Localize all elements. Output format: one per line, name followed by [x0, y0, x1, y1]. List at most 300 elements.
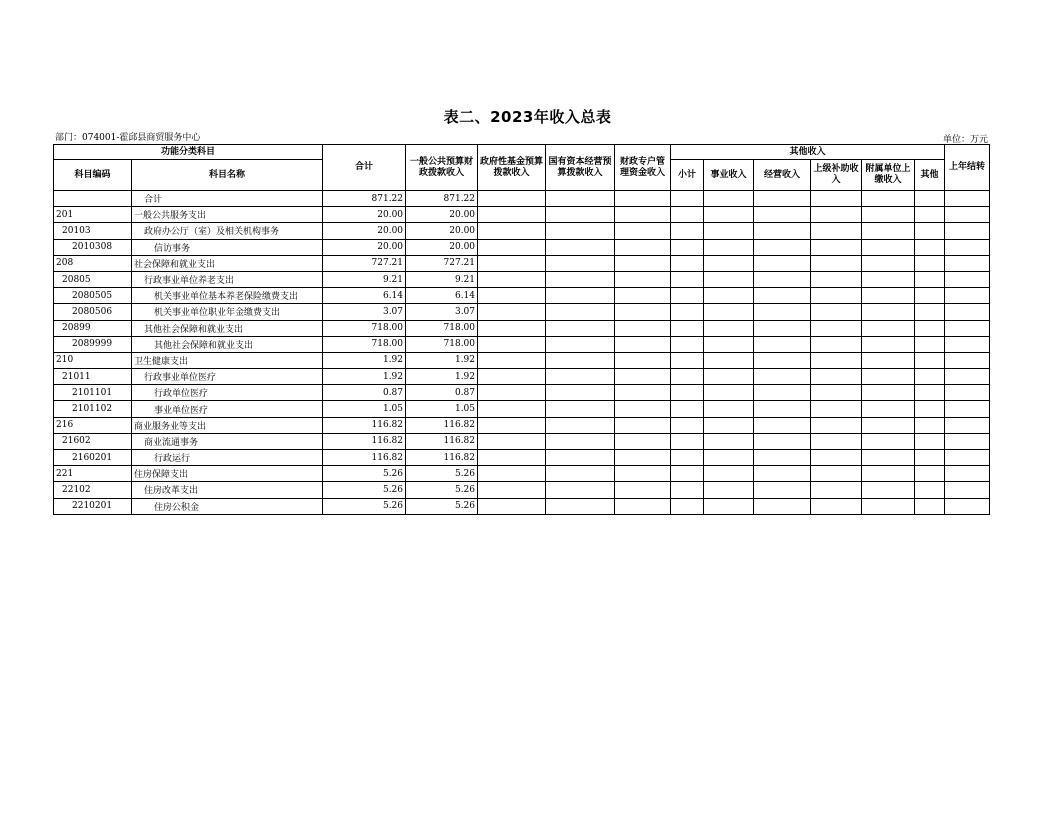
row-empty-cell	[704, 498, 754, 514]
row-empty-cell	[915, 336, 945, 352]
row-name: 一般公共服务支出	[132, 207, 323, 223]
row-empty-cell	[915, 320, 945, 336]
row-empty-cell	[754, 336, 811, 352]
row-empty-cell	[671, 401, 704, 417]
row-empty-cell	[862, 271, 915, 287]
row-empty-cell	[546, 482, 615, 498]
row-empty-cell	[915, 191, 945, 207]
table-row	[54, 450, 990, 466]
row-empty-cell	[754, 498, 811, 514]
table-body	[54, 191, 990, 515]
row-general-budget: 0.87	[406, 385, 478, 401]
row-empty-cell	[915, 401, 945, 417]
row-empty-cell	[754, 271, 811, 287]
header-other: 其他	[915, 160, 945, 191]
header-subtotal: 小计	[671, 160, 704, 191]
row-empty-cell	[671, 482, 704, 498]
row-empty-cell	[754, 466, 811, 482]
row-empty-cell	[811, 498, 862, 514]
row-empty-cell	[811, 288, 862, 304]
row-empty-cell	[862, 207, 915, 223]
row-empty-cell	[615, 207, 671, 223]
row-total: 116.82	[323, 417, 406, 433]
row-empty-cell	[615, 482, 671, 498]
row-name: 商业流通事务	[132, 433, 323, 449]
row-empty-cell	[704, 255, 754, 271]
row-name: 政府办公厅（室）及相关机构事务	[132, 223, 323, 239]
row-code: 20899	[54, 320, 132, 336]
row-empty-cell	[754, 304, 811, 320]
row-empty-cell	[704, 450, 754, 466]
row-empty-cell	[671, 385, 704, 401]
row-empty-cell	[754, 191, 811, 207]
row-name: 事业单位医疗	[132, 401, 323, 417]
row-total: 1.92	[323, 352, 406, 368]
row-empty-cell	[671, 336, 704, 352]
row-total: 9.21	[323, 271, 406, 287]
row-general-budget: 871.22	[406, 191, 478, 207]
row-empty-cell	[704, 239, 754, 255]
row-empty-cell	[478, 191, 546, 207]
table-row	[54, 352, 990, 368]
row-empty-cell	[546, 417, 615, 433]
row-empty-cell	[704, 223, 754, 239]
header-operating: 经营收入	[754, 160, 811, 191]
header-carryover: 上年结转	[945, 145, 990, 191]
row-code: 2080506	[54, 304, 132, 320]
row-general-budget: 1.92	[406, 369, 478, 385]
row-total: 6.14	[323, 288, 406, 304]
row-empty-cell	[754, 239, 811, 255]
row-name: 行政单位医疗	[132, 385, 323, 401]
row-empty-cell	[811, 385, 862, 401]
row-empty-cell	[862, 482, 915, 498]
row-empty-cell	[615, 271, 671, 287]
department-label: 部门：074001-霍邱县商贸服务中心	[55, 133, 201, 143]
row-empty-cell	[811, 417, 862, 433]
row-empty-cell	[862, 498, 915, 514]
row-empty-cell	[615, 369, 671, 385]
row-code: 2010308	[54, 239, 132, 255]
row-empty-cell	[478, 498, 546, 514]
row-empty-cell	[546, 385, 615, 401]
row-empty-cell	[615, 498, 671, 514]
row-total: 718.00	[323, 320, 406, 336]
header-general-budget: 一般公共预算财政拨款收入	[406, 145, 478, 191]
row-empty-cell	[945, 498, 990, 514]
row-total: 718.00	[323, 336, 406, 352]
row-empty-cell	[478, 401, 546, 417]
row-empty-cell	[754, 320, 811, 336]
header-fiscal-special: 财政专户管理资金收入	[615, 145, 671, 191]
row-empty-cell	[704, 304, 754, 320]
row-empty-cell	[945, 304, 990, 320]
row-general-budget: 5.26	[406, 498, 478, 514]
row-empty-cell	[915, 466, 945, 482]
row-empty-cell	[915, 255, 945, 271]
row-code: 216	[54, 417, 132, 433]
row-empty-cell	[478, 482, 546, 498]
row-empty-cell	[811, 239, 862, 255]
row-empty-cell	[546, 466, 615, 482]
row-name: 其他社会保障和就业支出	[132, 320, 323, 336]
row-code	[54, 191, 132, 207]
income-summary-table	[53, 144, 990, 515]
row-empty-cell	[478, 271, 546, 287]
row-empty-cell	[945, 401, 990, 417]
row-total: 1.92	[323, 369, 406, 385]
row-general-budget: 1.05	[406, 401, 478, 417]
row-empty-cell	[945, 417, 990, 433]
table-header	[54, 145, 990, 191]
row-empty-cell	[615, 191, 671, 207]
row-empty-cell	[915, 288, 945, 304]
row-empty-cell	[862, 304, 915, 320]
header-func-class: 功能分类科目	[54, 145, 323, 160]
table-row	[54, 433, 990, 449]
row-empty-cell	[862, 433, 915, 449]
table-row	[54, 223, 990, 239]
row-name: 机关事业单位职业年金缴费支出	[132, 304, 323, 320]
row-empty-cell	[862, 450, 915, 466]
row-empty-cell	[704, 433, 754, 449]
row-name: 社会保障和就业支出	[132, 255, 323, 271]
report-title: 表二、2023年收入总表	[443, 108, 612, 126]
row-code: 20805	[54, 271, 132, 287]
row-general-budget: 1.92	[406, 352, 478, 368]
table-row	[54, 369, 990, 385]
table-row	[54, 255, 990, 271]
row-code: 20103	[54, 223, 132, 239]
row-code: 210	[54, 352, 132, 368]
row-empty-cell	[615, 223, 671, 239]
row-name: 其他社会保障和就业支出	[132, 336, 323, 352]
table-row	[54, 288, 990, 304]
row-empty-cell	[754, 207, 811, 223]
row-empty-cell	[478, 207, 546, 223]
row-code: 2080505	[54, 288, 132, 304]
unit-label: 单位：万元	[942, 135, 988, 145]
row-empty-cell	[704, 385, 754, 401]
row-empty-cell	[945, 271, 990, 287]
row-general-budget: 5.26	[406, 466, 478, 482]
row-empty-cell	[478, 223, 546, 239]
row-empty-cell	[811, 336, 862, 352]
row-empty-cell	[671, 433, 704, 449]
row-empty-cell	[945, 223, 990, 239]
row-code: 2210201	[54, 498, 132, 514]
row-empty-cell	[915, 450, 945, 466]
row-name: 住房公积金	[132, 498, 323, 514]
row-empty-cell	[754, 223, 811, 239]
table-row	[54, 482, 990, 498]
row-general-budget: 20.00	[406, 207, 478, 223]
row-empty-cell	[478, 369, 546, 385]
row-empty-cell	[811, 255, 862, 271]
row-empty-cell	[671, 191, 704, 207]
row-general-budget: 718.00	[406, 336, 478, 352]
row-empty-cell	[546, 223, 615, 239]
row-empty-cell	[754, 401, 811, 417]
row-empty-cell	[671, 271, 704, 287]
row-empty-cell	[615, 466, 671, 482]
row-name: 行政运行	[132, 450, 323, 466]
row-empty-cell	[671, 417, 704, 433]
table-row	[54, 271, 990, 287]
row-empty-cell	[945, 255, 990, 271]
row-empty-cell	[811, 482, 862, 498]
table-row	[54, 417, 990, 433]
row-empty-cell	[671, 450, 704, 466]
row-empty-cell	[811, 433, 862, 449]
table-row	[54, 320, 990, 336]
row-empty-cell	[704, 401, 754, 417]
row-empty-cell	[915, 482, 945, 498]
row-empty-cell	[915, 223, 945, 239]
row-empty-cell	[811, 401, 862, 417]
row-empty-cell	[945, 482, 990, 498]
row-empty-cell	[478, 288, 546, 304]
row-empty-cell	[671, 320, 704, 336]
row-empty-cell	[704, 207, 754, 223]
row-empty-cell	[704, 271, 754, 287]
row-total: 20.00	[323, 223, 406, 239]
row-total: 20.00	[323, 239, 406, 255]
row-empty-cell	[615, 304, 671, 320]
row-empty-cell	[811, 207, 862, 223]
row-empty-cell	[862, 288, 915, 304]
row-empty-cell	[704, 288, 754, 304]
row-empty-cell	[704, 320, 754, 336]
row-empty-cell	[754, 433, 811, 449]
row-empty-cell	[546, 336, 615, 352]
row-empty-cell	[546, 191, 615, 207]
table-row	[54, 401, 990, 417]
row-empty-cell	[671, 288, 704, 304]
row-empty-cell	[945, 336, 990, 352]
row-empty-cell	[945, 352, 990, 368]
row-empty-cell	[478, 255, 546, 271]
row-empty-cell	[615, 239, 671, 255]
row-empty-cell	[704, 482, 754, 498]
header-other-income: 其他收入	[671, 145, 945, 160]
row-empty-cell	[862, 336, 915, 352]
row-total: 5.26	[323, 498, 406, 514]
row-empty-cell	[945, 239, 990, 255]
row-empty-cell	[704, 352, 754, 368]
row-empty-cell	[811, 304, 862, 320]
row-general-budget: 5.26	[406, 482, 478, 498]
row-total: 727.21	[323, 255, 406, 271]
row-empty-cell	[754, 288, 811, 304]
header-name: 科目名称	[132, 160, 323, 191]
row-total: 1.05	[323, 401, 406, 417]
row-empty-cell	[546, 401, 615, 417]
row-empty-cell	[811, 352, 862, 368]
row-empty-cell	[615, 417, 671, 433]
row-empty-cell	[546, 271, 615, 287]
row-empty-cell	[811, 450, 862, 466]
row-general-budget: 116.82	[406, 450, 478, 466]
row-empty-cell	[478, 304, 546, 320]
row-empty-cell	[478, 352, 546, 368]
row-total: 5.26	[323, 466, 406, 482]
row-name: 行政事业单位养老支出	[132, 271, 323, 287]
table-row	[54, 385, 990, 401]
header-affiliated: 附属单位上缴收入	[862, 160, 915, 191]
row-empty-cell	[615, 352, 671, 368]
row-empty-cell	[615, 385, 671, 401]
row-total: 5.26	[323, 482, 406, 498]
row-empty-cell	[754, 450, 811, 466]
row-empty-cell	[671, 304, 704, 320]
row-code: 2160201	[54, 450, 132, 466]
row-empty-cell	[546, 239, 615, 255]
row-total: 871.22	[323, 191, 406, 207]
row-empty-cell	[546, 207, 615, 223]
row-general-budget: 116.82	[406, 433, 478, 449]
row-empty-cell	[811, 369, 862, 385]
row-empty-cell	[945, 369, 990, 385]
row-empty-cell	[671, 207, 704, 223]
row-empty-cell	[915, 417, 945, 433]
table-row	[54, 239, 990, 255]
row-general-budget: 9.21	[406, 271, 478, 287]
row-empty-cell	[704, 466, 754, 482]
row-empty-cell	[811, 223, 862, 239]
table-row	[54, 466, 990, 482]
table-row	[54, 336, 990, 352]
row-code: 2089999	[54, 336, 132, 352]
header-superior-subsidy: 上级补助收入	[811, 160, 862, 191]
row-empty-cell	[546, 304, 615, 320]
row-empty-cell	[915, 433, 945, 449]
row-name: 住房保障支出	[132, 466, 323, 482]
row-empty-cell	[862, 255, 915, 271]
row-total: 3.07	[323, 304, 406, 320]
row-empty-cell	[615, 320, 671, 336]
row-empty-cell	[546, 369, 615, 385]
row-empty-cell	[915, 385, 945, 401]
row-empty-cell	[546, 433, 615, 449]
row-empty-cell	[811, 466, 862, 482]
row-general-budget: 20.00	[406, 223, 478, 239]
row-empty-cell	[915, 498, 945, 514]
row-empty-cell	[671, 352, 704, 368]
row-code: 201	[54, 207, 132, 223]
row-empty-cell	[915, 271, 945, 287]
row-empty-cell	[945, 320, 990, 336]
row-empty-cell	[915, 207, 945, 223]
row-empty-cell	[754, 352, 811, 368]
row-general-budget: 20.00	[406, 239, 478, 255]
row-code: 221	[54, 466, 132, 482]
row-code: 21011	[54, 369, 132, 385]
row-general-budget: 6.14	[406, 288, 478, 304]
row-empty-cell	[945, 450, 990, 466]
row-code: 2101102	[54, 401, 132, 417]
header-business: 事业收入	[704, 160, 754, 191]
row-empty-cell	[478, 239, 546, 255]
row-name: 商业服务业等支出	[132, 417, 323, 433]
row-empty-cell	[862, 385, 915, 401]
row-empty-cell	[478, 433, 546, 449]
row-empty-cell	[754, 255, 811, 271]
row-empty-cell	[862, 320, 915, 336]
row-empty-cell	[915, 304, 945, 320]
row-empty-cell	[945, 191, 990, 207]
row-name: 合计	[132, 191, 323, 207]
row-name: 机关事业单位基本养老保险缴费支出	[132, 288, 323, 304]
row-empty-cell	[478, 385, 546, 401]
row-name: 卫生健康支出	[132, 352, 323, 368]
row-empty-cell	[945, 207, 990, 223]
row-empty-cell	[862, 369, 915, 385]
table-row	[54, 191, 990, 207]
row-total: 20.00	[323, 207, 406, 223]
row-empty-cell	[671, 239, 704, 255]
row-empty-cell	[862, 466, 915, 482]
row-code: 208	[54, 255, 132, 271]
row-empty-cell	[915, 239, 945, 255]
row-code: 2101101	[54, 385, 132, 401]
row-empty-cell	[862, 191, 915, 207]
row-empty-cell	[546, 498, 615, 514]
row-empty-cell	[671, 466, 704, 482]
row-empty-cell	[546, 255, 615, 271]
row-empty-cell	[915, 369, 945, 385]
row-total: 116.82	[323, 433, 406, 449]
row-empty-cell	[704, 336, 754, 352]
row-empty-cell	[862, 401, 915, 417]
header-code: 科目编码	[54, 160, 132, 191]
row-code: 22102	[54, 482, 132, 498]
row-general-budget: 718.00	[406, 320, 478, 336]
row-empty-cell	[615, 433, 671, 449]
row-empty-cell	[671, 369, 704, 385]
row-empty-cell	[811, 271, 862, 287]
row-empty-cell	[546, 320, 615, 336]
row-general-budget: 116.82	[406, 417, 478, 433]
row-empty-cell	[671, 498, 704, 514]
row-empty-cell	[704, 191, 754, 207]
row-empty-cell	[671, 255, 704, 271]
header-state-capital: 国有资本经营预算拨款收入	[546, 145, 615, 191]
row-empty-cell	[478, 450, 546, 466]
row-empty-cell	[945, 433, 990, 449]
row-empty-cell	[915, 352, 945, 368]
row-empty-cell	[862, 352, 915, 368]
row-total: 116.82	[323, 450, 406, 466]
row-empty-cell	[615, 450, 671, 466]
row-empty-cell	[811, 320, 862, 336]
row-empty-cell	[862, 223, 915, 239]
row-empty-cell	[704, 417, 754, 433]
row-empty-cell	[546, 352, 615, 368]
row-empty-cell	[478, 417, 546, 433]
table-row	[54, 498, 990, 514]
row-empty-cell	[704, 369, 754, 385]
row-empty-cell	[945, 466, 990, 482]
row-code: 21602	[54, 433, 132, 449]
row-empty-cell	[546, 288, 615, 304]
row-empty-cell	[945, 288, 990, 304]
row-empty-cell	[615, 401, 671, 417]
row-empty-cell	[945, 385, 990, 401]
row-general-budget: 727.21	[406, 255, 478, 271]
row-empty-cell	[862, 239, 915, 255]
header-total: 合计	[323, 145, 406, 191]
